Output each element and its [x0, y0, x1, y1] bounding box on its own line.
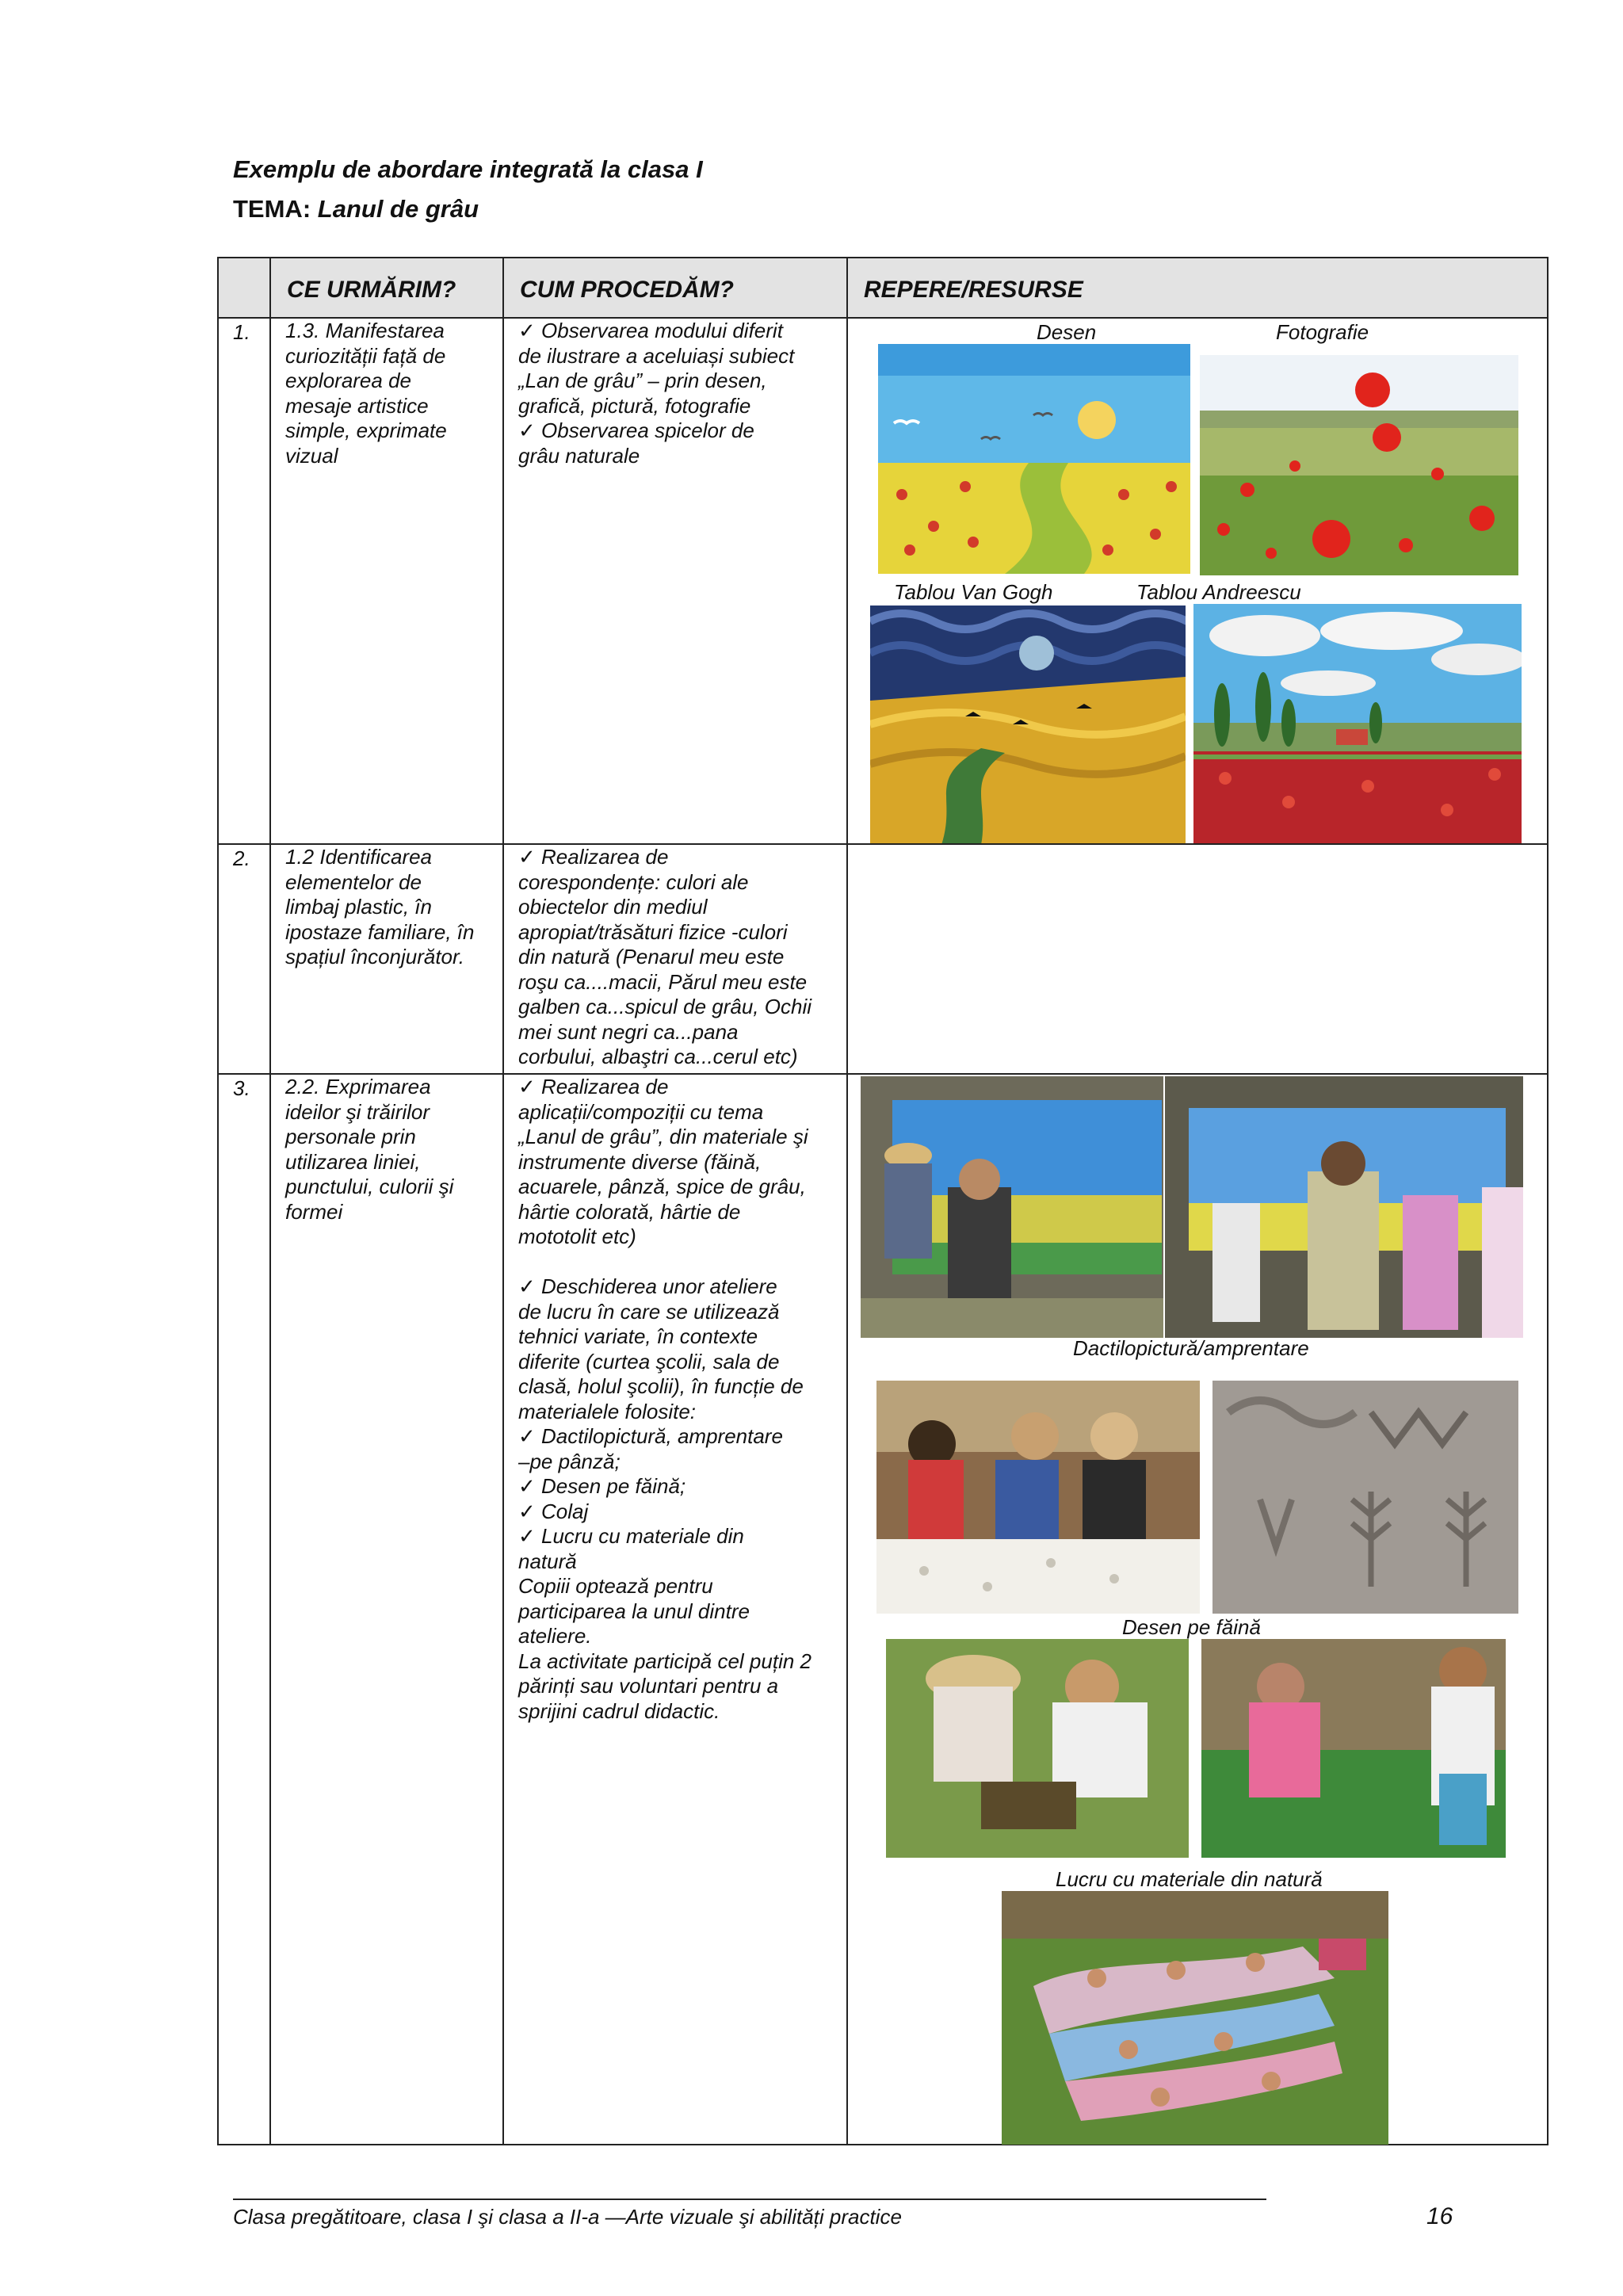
caption-photo: Fotografie: [1276, 320, 1369, 344]
van-gogh-painting-image: [870, 606, 1186, 845]
children-nature-materials-photo-left: [886, 1639, 1189, 1858]
row-number: 3.: [233, 1076, 250, 1100]
header-objective: CE URMĂRIM?: [287, 277, 456, 303]
flour-drawing-closeup-photo: [1212, 1381, 1518, 1614]
caption-van-gogh: Tablou Van Gogh: [894, 580, 1053, 604]
children-painting-canvas-photo-right: [1165, 1076, 1523, 1338]
header-cell-resources: [846, 257, 1549, 319]
wheat-field-drawing-image: [878, 344, 1190, 574]
row2-number-cell: [217, 843, 271, 1075]
theme-value: Lanul de grâu: [317, 195, 479, 223]
children-group-on-grass-photo: [1002, 1891, 1388, 2145]
caption-flour-drawing: Desen pe făină: [1122, 1615, 1261, 1639]
children-nature-materials-photo-right: [1201, 1639, 1506, 1858]
header-resources: REPERE/RESURSE: [864, 277, 1083, 303]
caption-dactilopictura: Dactilopictură/amprentare: [1073, 1336, 1309, 1360]
poppy-field-photo-image: [1200, 355, 1518, 575]
row1-number-cell: [217, 317, 271, 845]
procedure-text: ✓ Realizarea de corespondențe: culori ale obiectelor din mediul apropiat/trăsături fizice -culori din natură (Penarul meu este roşu ca....macii, Părul meu este galben ca...spicul de grâu, Ochii mei sunt negri ca...pana corbului, albaştri ca...cerul etc): [518, 845, 812, 1068]
row3-objective-cell: [269, 1073, 504, 2145]
header-cell-number: [217, 257, 271, 319]
children-flour-table-photo: [876, 1381, 1200, 1614]
header-cell-procedure: [502, 257, 848, 319]
objective-text: 1.2 Identificarea elementelor de limbaj plastic, în ipostaze familiare, în spațiul înconjurător.: [285, 845, 475, 968]
row2-resources-cell: [846, 843, 1549, 1075]
row-number: 1.: [233, 320, 250, 344]
children-painting-canvas-photo-left: [861, 1076, 1163, 1338]
caption-andreescu: Tablou Andreescu: [1136, 580, 1301, 604]
theme-label: TEMA:: [233, 195, 311, 223]
row3-resources-cell: [846, 1073, 1549, 2145]
theme-heading: [233, 195, 479, 223]
row1-procedure-cell: [502, 317, 848, 845]
row3-number-cell: [217, 1073, 271, 2145]
row1-objective-cell: [269, 317, 504, 845]
header-procedure: CUM PROCEDĂM?: [520, 277, 734, 303]
row-number: 2.: [233, 846, 250, 870]
header-cell-objective: [269, 257, 504, 319]
section-heading: Exemplu de abordare integrată la clasa I: [233, 155, 703, 183]
activity-table: [217, 257, 1549, 2145]
procedure-text: ✓ Realizarea de aplicații/compoziții cu tema „Lanul de grâu”, din materiale şi instrumente diverse (făină, acuarele, pânză, spice de grâu, hârtie colorată, hârtie de mototolit etc) ✓ Deschiderea unor ateliere de lucru în care se utilizează tehnici variate, în contexte diferite (curtea şcolii, sala de clasă, holul şcolii), în funcție de materialele folosite: ✓ Dactilopictură, amprentare –pe pânză; ✓ Desen pe făină; ✓ Colaj ✓ Lucru cu materiale din natură Copiii optează pentru participarea la unul dintre ateliere. La activitate participă cel puțin 2 părinți sau voluntari pentru a sprijini cadrul didactic.: [518, 1075, 812, 1723]
footer-text: Clasa pregătitoare, clasa I şi clasa a II-a —Arte vizuale şi abilități practice: [233, 2205, 902, 2229]
page-number: 16: [1426, 2203, 1453, 2229]
caption-drawing: Desen: [1037, 320, 1097, 344]
row3-procedure-cell: [502, 1073, 848, 2145]
row2-objective-cell: [269, 843, 504, 1075]
objective-text: 2.2. Exprimarea ideilor şi trăirilor personale prin utilizarea liniei, punctului, culorii şi formei: [285, 1075, 454, 1224]
procedure-text: ✓ Observarea modului diferit de ilustrare a aceluiași subiect „Lan de grâu” – prin desen, grafică, pictură, fotografie ✓ Observarea spicelor de grâu naturale: [518, 319, 795, 468]
andreescu-painting-image: [1193, 604, 1522, 845]
objective-text: 1.3. Manifestarea curiozității față de explorarea de mesaje artistice simple, exprimate vizual: [285, 319, 447, 468]
caption-nature-materials: Lucru cu materiale din natură: [1056, 1867, 1323, 1891]
footer-divider: [233, 2199, 1266, 2200]
row1-resources-cell: [846, 317, 1549, 845]
row2-procedure-cell: [502, 843, 848, 1075]
